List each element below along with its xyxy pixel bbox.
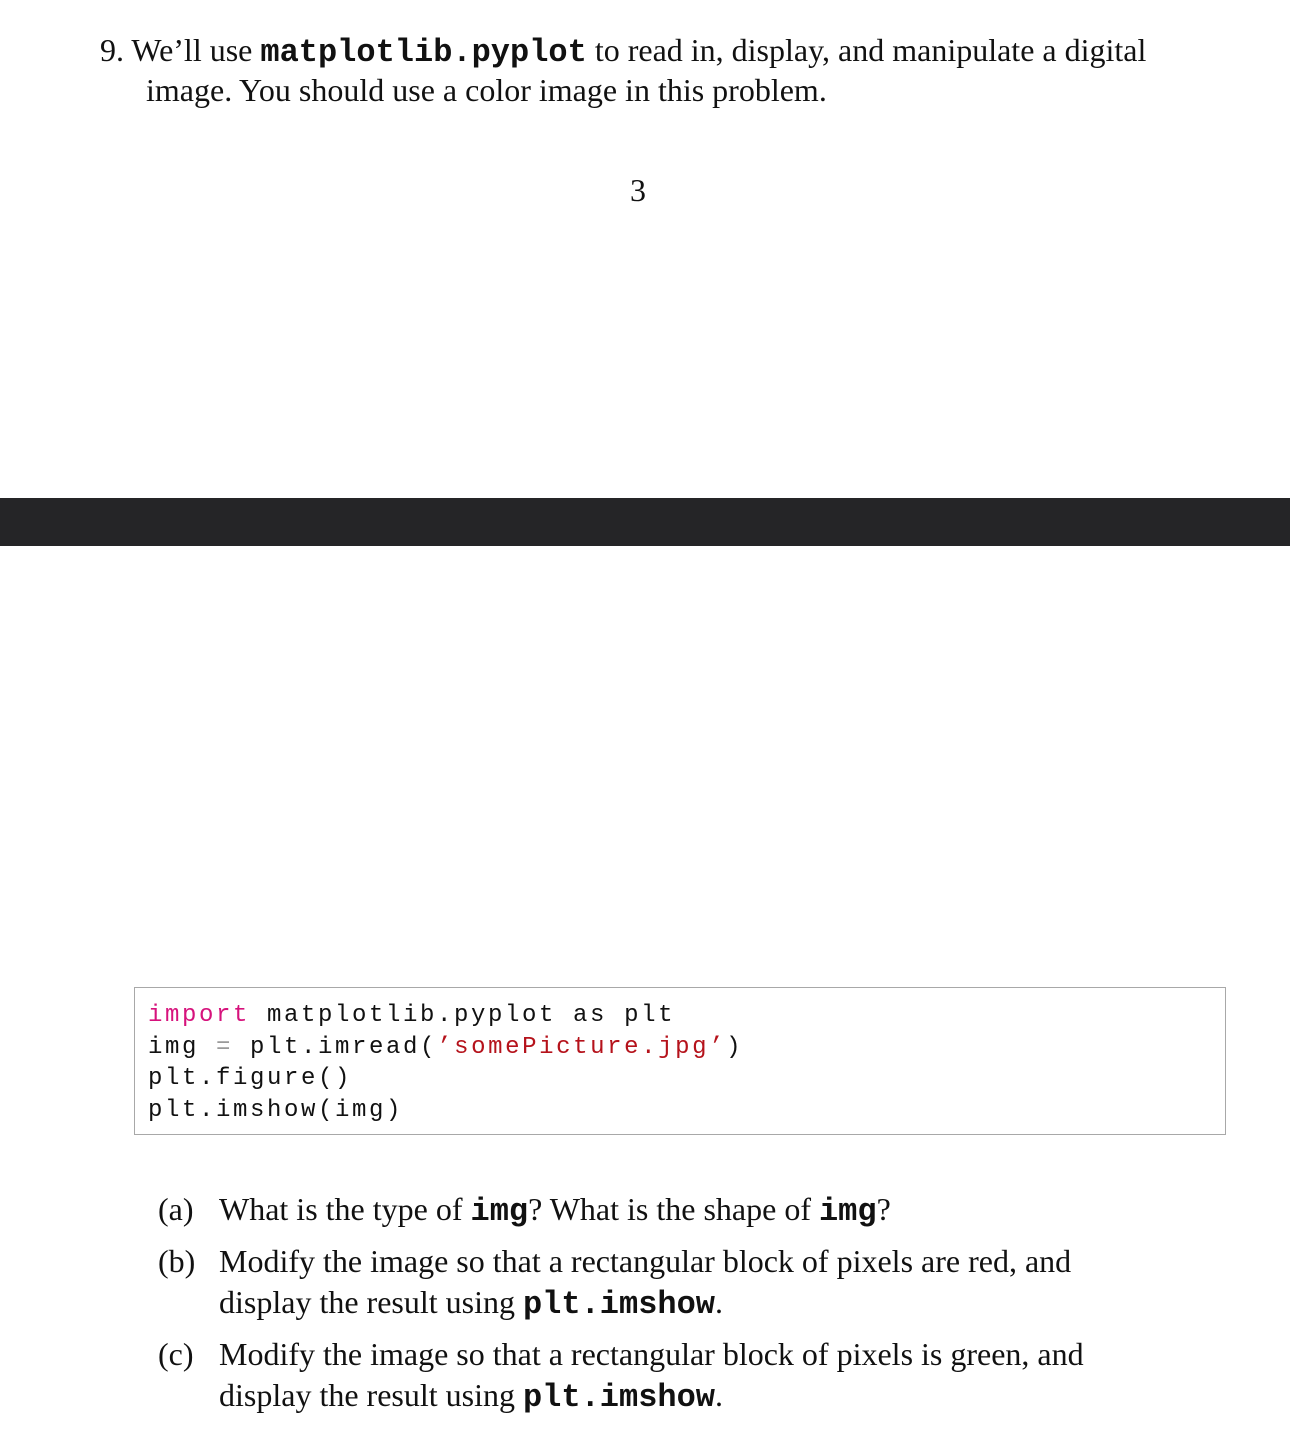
problem-text-post: to read in, display, and manipulate a digital (594, 32, 1147, 68)
page-number: 3 (630, 172, 646, 208)
code-close-paren: ) (726, 1033, 744, 1061)
problem-text-pre: We’ll use (131, 32, 253, 68)
inline-code-plt-imshow-b: plt.imshow (522, 1286, 715, 1323)
part-b-line-2 (219, 1281, 723, 1326)
part-c-line-2-pre: display the result using (219, 1377, 515, 1413)
part-b-line-2-post: . (715, 1284, 723, 1320)
code-line-3: plt.figure() (148, 1065, 353, 1092)
code-operator-assign: = (216, 1033, 234, 1061)
part-c-line-1: Modify the image so that a rectangular block of pixels is green, and (219, 1336, 1084, 1372)
inline-code-matplotlib: matplotlib.pyplot (260, 34, 587, 71)
code-line-4: plt.imshow(img) (148, 1096, 404, 1124)
code-import-rest: matplotlib.pyplot as plt (250, 1002, 676, 1029)
part-b-line-1: Modify the image so that a rectangular block of pixels are red, and (219, 1243, 1072, 1279)
inline-code-img-1: img (470, 1193, 529, 1230)
part-a-text-1: What is the type of (219, 1191, 463, 1227)
code-string-filename: ’somePicture.jpg’ (437, 1033, 727, 1061)
part-c-line-2 (219, 1374, 723, 1419)
problem-statement-line-1 (100, 30, 1146, 73)
part-c (158, 1333, 1084, 1375)
code-keyword-import: import (148, 1002, 251, 1029)
code-line-2 (148, 1032, 1225, 1064)
code-listing (134, 987, 1226, 1135)
part-c-line-2-post: . (715, 1377, 723, 1413)
part-b-label: (b) (158, 1243, 196, 1279)
part-b (158, 1240, 1071, 1282)
code-var-img: img (148, 1033, 217, 1061)
inline-code-img-2: img (818, 1193, 877, 1230)
page-break-bar (0, 498, 1290, 546)
part-c-label: (c) (158, 1336, 194, 1372)
part-b-line-2-pre: display the result using (219, 1284, 515, 1320)
part-a-label: (a) (158, 1191, 194, 1227)
part-a (158, 1188, 891, 1233)
inline-code-plt-imshow-c: plt.imshow (522, 1379, 715, 1416)
code-imread-call: plt.imread( (233, 1033, 438, 1061)
code-line-1 (148, 1000, 1225, 1032)
problem-statement-line-2: image. You should use a color image in this problem. (146, 72, 827, 108)
part-a-text-2: ? What is the shape of (528, 1191, 811, 1227)
part-a-text-3: ? (876, 1191, 891, 1227)
problem-number: 9. (100, 32, 124, 68)
